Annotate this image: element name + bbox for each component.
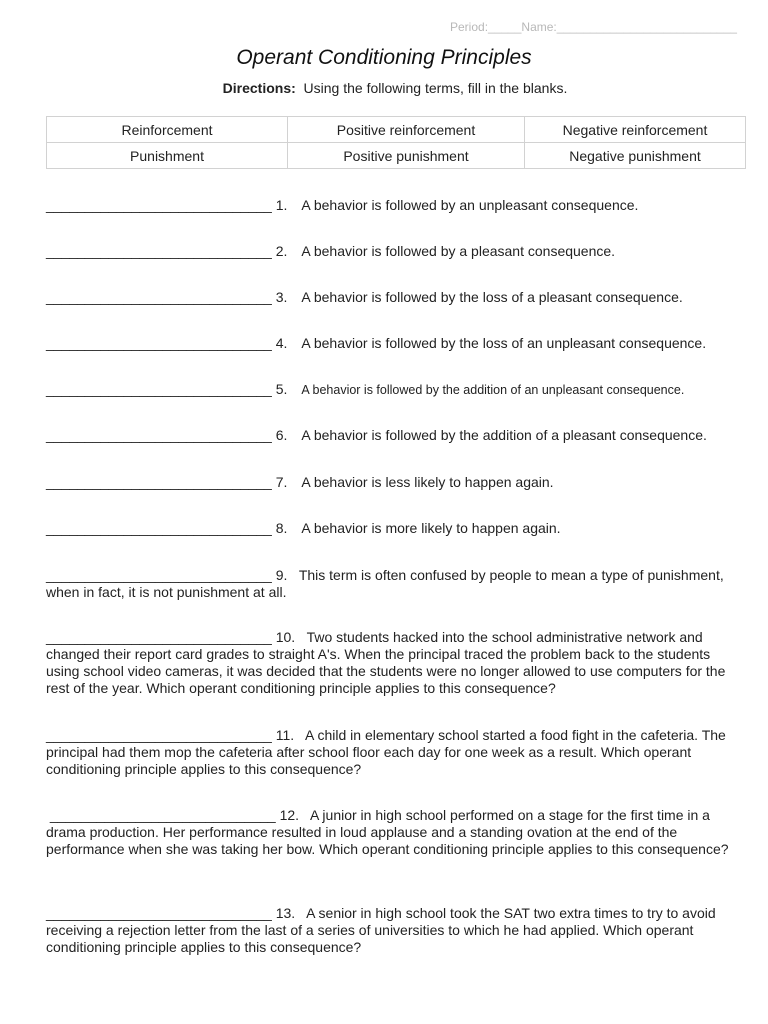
question-9 (46, 567, 746, 601)
question-number: 3. (275, 289, 288, 305)
answer-blank[interactable]: _____________________________ (46, 289, 272, 305)
question-10 (46, 629, 746, 697)
question-number: 7. (275, 474, 288, 490)
terms-table (46, 116, 746, 169)
question-text: Two students hacked into the school administrative network and changed their report card grades to straight A's. When the principal traced the problem back to the students using school video cameras, it was decided that the students were no longer allowed to use computers for the rest of the year. Which operant conditioning principle applies to this consequence? (46, 629, 726, 696)
directions-text: Using the following terms, fill in the blanks. (303, 80, 568, 96)
term-cell: Positive punishment (288, 143, 525, 169)
question-text: A behavior is more likely to happen again. (301, 520, 561, 536)
period-label: Period: (450, 20, 489, 34)
question-text: A behavior is followed by the addition of an unpleasant consequence. (301, 383, 685, 397)
name-label: Name: (521, 20, 557, 34)
page-title: Operant Conditioning Principles (236, 46, 532, 69)
question-text: A behavior is less likely to happen again. (301, 474, 554, 490)
question-13 (46, 905, 746, 956)
answer-blank[interactable]: _____________________________ (46, 629, 272, 645)
answer-blank[interactable]: _____________________________ (46, 727, 272, 743)
question-text: A behavior is followed by a pleasant consequence. (301, 243, 616, 259)
term-cell: Negative reinforcement (525, 117, 746, 143)
answer-blank[interactable]: _____________________________ (46, 520, 272, 536)
question-number: 9. (275, 567, 288, 583)
question-number: 2. (275, 243, 288, 259)
question-2 (46, 243, 746, 260)
question-text: A junior in high school performed on a stage for the first time in a drama production. Her performance resulted in loud applause and a standing ovation at the end of the performance when she was taking her bow. Which operant conditioning principle applies to this consequence? (46, 807, 729, 857)
question-number: 4. (275, 335, 288, 351)
name-blank[interactable]: ___________________________ (556, 20, 737, 34)
question-text: This term is often confused by people to mean a type of punishment, when in fact, it is not punishment at all. (46, 567, 724, 600)
question-text: A behavior is followed by the addition of a pleasant consequence. (301, 427, 707, 443)
question-number: 13. (275, 905, 296, 921)
question-text: A behavior is followed by an unpleasant consequence. (301, 197, 639, 213)
question-text: A child in elementary school started a food fight in the cafeteria. The principal had them mop the cafeteria after school floor each day for one week as a result. Which operant conditioning principle applies to this consequence? (46, 727, 726, 777)
question-1 (46, 197, 746, 214)
question-number: 6. (275, 427, 288, 443)
answer-blank[interactable]: _____________________________ (46, 197, 272, 213)
question-number: 8. (275, 520, 288, 536)
term-cell: Punishment (47, 143, 288, 169)
term-cell: Negative punishment (525, 143, 746, 169)
directions (0, 80, 768, 96)
question-3 (46, 289, 746, 306)
term-cell: Positive reinforcement (288, 117, 525, 143)
answer-blank[interactable]: _____________________________ (46, 427, 272, 443)
answer-blank[interactable]: _____________________________ (49, 807, 276, 823)
answer-blank[interactable]: _____________________________ (46, 474, 272, 490)
period-name-line (450, 20, 737, 34)
question-text: A behavior is followed by the loss of a pleasant consequence. (301, 289, 683, 305)
directions-label: Directions: (222, 80, 296, 96)
question-number: 10. (275, 629, 296, 645)
terms-row (47, 117, 746, 143)
answer-blank[interactable]: _____________________________ (46, 243, 272, 259)
answer-blank[interactable]: _____________________________ (46, 381, 272, 397)
question-12 (46, 807, 746, 858)
question-6 (46, 427, 746, 444)
question-11 (46, 727, 746, 778)
question-5 (46, 381, 746, 399)
answer-blank[interactable]: _____________________________ (46, 905, 272, 921)
term-cell: Reinforcement (47, 117, 288, 143)
question-number: 1. (275, 197, 288, 213)
answer-blank[interactable]: _____________________________ (46, 567, 272, 583)
question-8 (46, 520, 746, 537)
question-7 (46, 474, 746, 491)
question-number: 11. (275, 727, 295, 743)
question-4 (46, 335, 746, 352)
answer-blank[interactable]: _____________________________ (46, 335, 272, 351)
period-blank[interactable]: _____ (488, 20, 522, 34)
question-number: 12. (279, 807, 300, 823)
terms-row (47, 143, 746, 169)
question-text: A behavior is followed by the loss of an unpleasant consequence. (301, 335, 707, 351)
question-number: 5. (275, 381, 288, 397)
question-text: A senior in high school took the SAT two extra times to try to avoid receiving a rejection letter from the last of a series of universities to which he had applied. Which operant conditioning principle applies to this consequence? (46, 905, 716, 955)
